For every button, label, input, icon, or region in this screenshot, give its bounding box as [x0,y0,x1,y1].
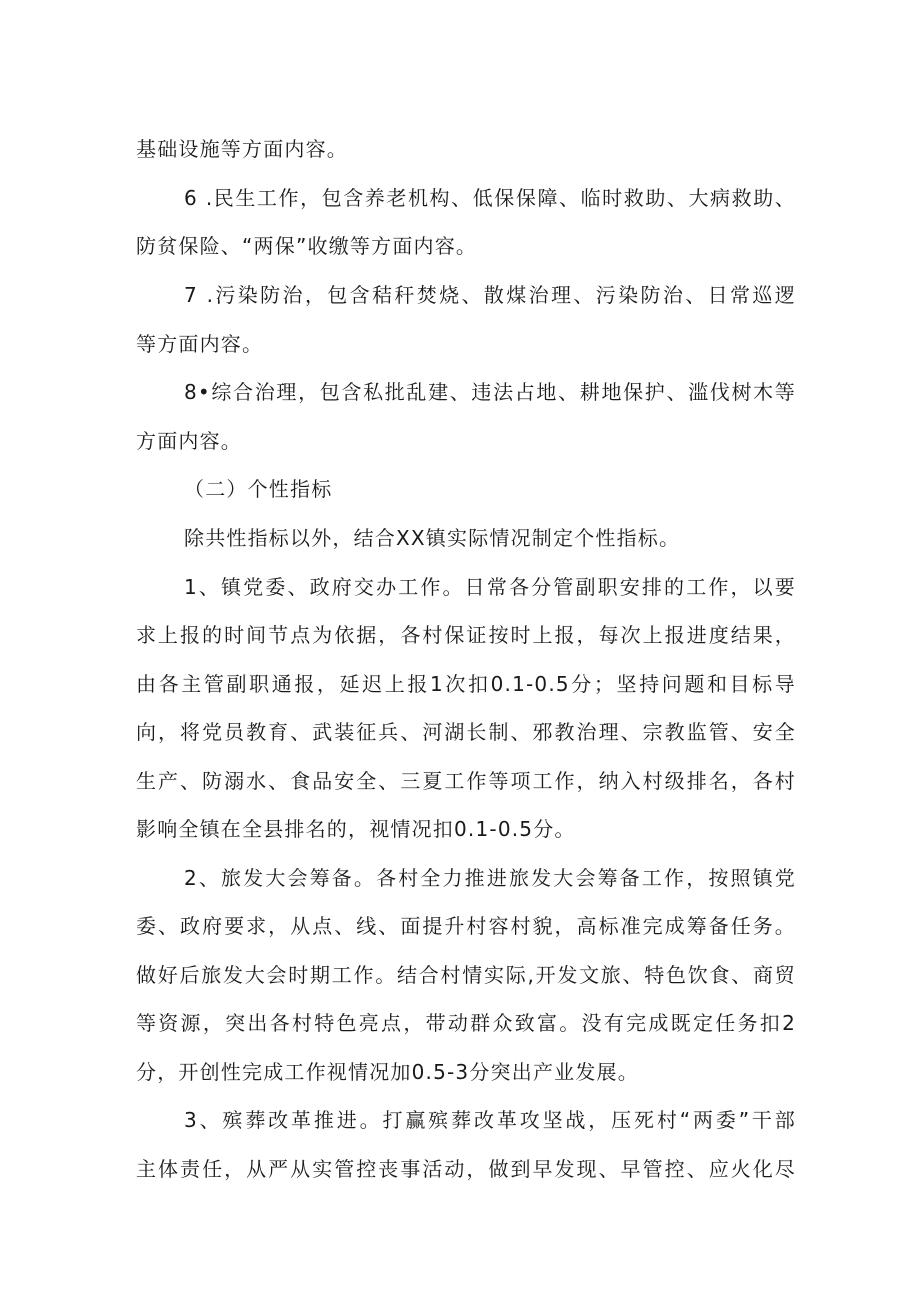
text-line-2: 6 .民生工作，包含养老机构、低保保障、临时救助、大病救助、 [184,186,796,210]
text-line-15: 影响全镇在全县排名的，视情况扣0.1-0.5分。 [136,817,576,841]
text-line-4: 7 .污染防治，包含秸秆焚烧、散煤治理、污染防治、日常巡逻 [184,283,796,307]
text-line-3: 防贫保险、“两保”收缴等方面内容。 [136,234,478,258]
text-line-6: 8•综合治理，包含私批乱建、违法占地、耕地保护、滥伐树木等 [184,380,796,404]
text-line-17: 委、政府要求，从点、线、面提升村容村貌，高标准完成筹备任务。 [136,914,796,938]
text-line-9: 除共性指标以外，结合XX镇实际情况制定个性指标。 [184,526,681,550]
text-line-11: 求上报的时间节点为依据，各村保证按时上报，每次上报进度结果， [136,623,796,647]
text-line-21: 3、殡葬改革推进。打赢殡葬改革攻坚战，压死村“两委”干部 [184,1108,796,1132]
text-line-12: 由各主管副职通报，延迟上报1次扣0.1-0.5分；坚持问题和目标导 [136,672,796,696]
text-line-5: 等方面内容。 [136,332,264,356]
text-line-22: 主体责任，从严从实管控丧事活动，做到早发现、早管控、应火化尽 [136,1157,796,1181]
text-line-14: 生产、防溺水、食品安全、三夏工作等项工作，纳入村级排名，各村 [136,769,796,793]
section-heading: （二）个性指标 [184,477,333,501]
text-line-10: 1、镇党委、政府交办工作。日常各分管副职安排的工作，以要 [184,575,796,599]
text-line-1: 基础设施等方面内容。 [136,137,348,161]
text-line-13: 向，将党员教育、武装征兵、河湖长制、邪教治理、宗教监管、安全 [136,720,796,744]
text-line-18: 做好后旅发大会时期工作。结合村情实际,开发文旅、特色饮食、商贸 [136,963,796,987]
text-line-7: 方面内容。 [136,429,242,453]
text-line-19: 等资源，突出各村特色亮点，带动群众致富。没有完成既定任务扣2 [136,1011,796,1035]
text-line-20: 分，开创性完成工作视情况加0.5-3分突出产业发展。 [136,1060,639,1084]
text-line-16: 2、旅发大会筹备。各村全力推进旅发大会筹备工作，按照镇党 [184,866,796,890]
